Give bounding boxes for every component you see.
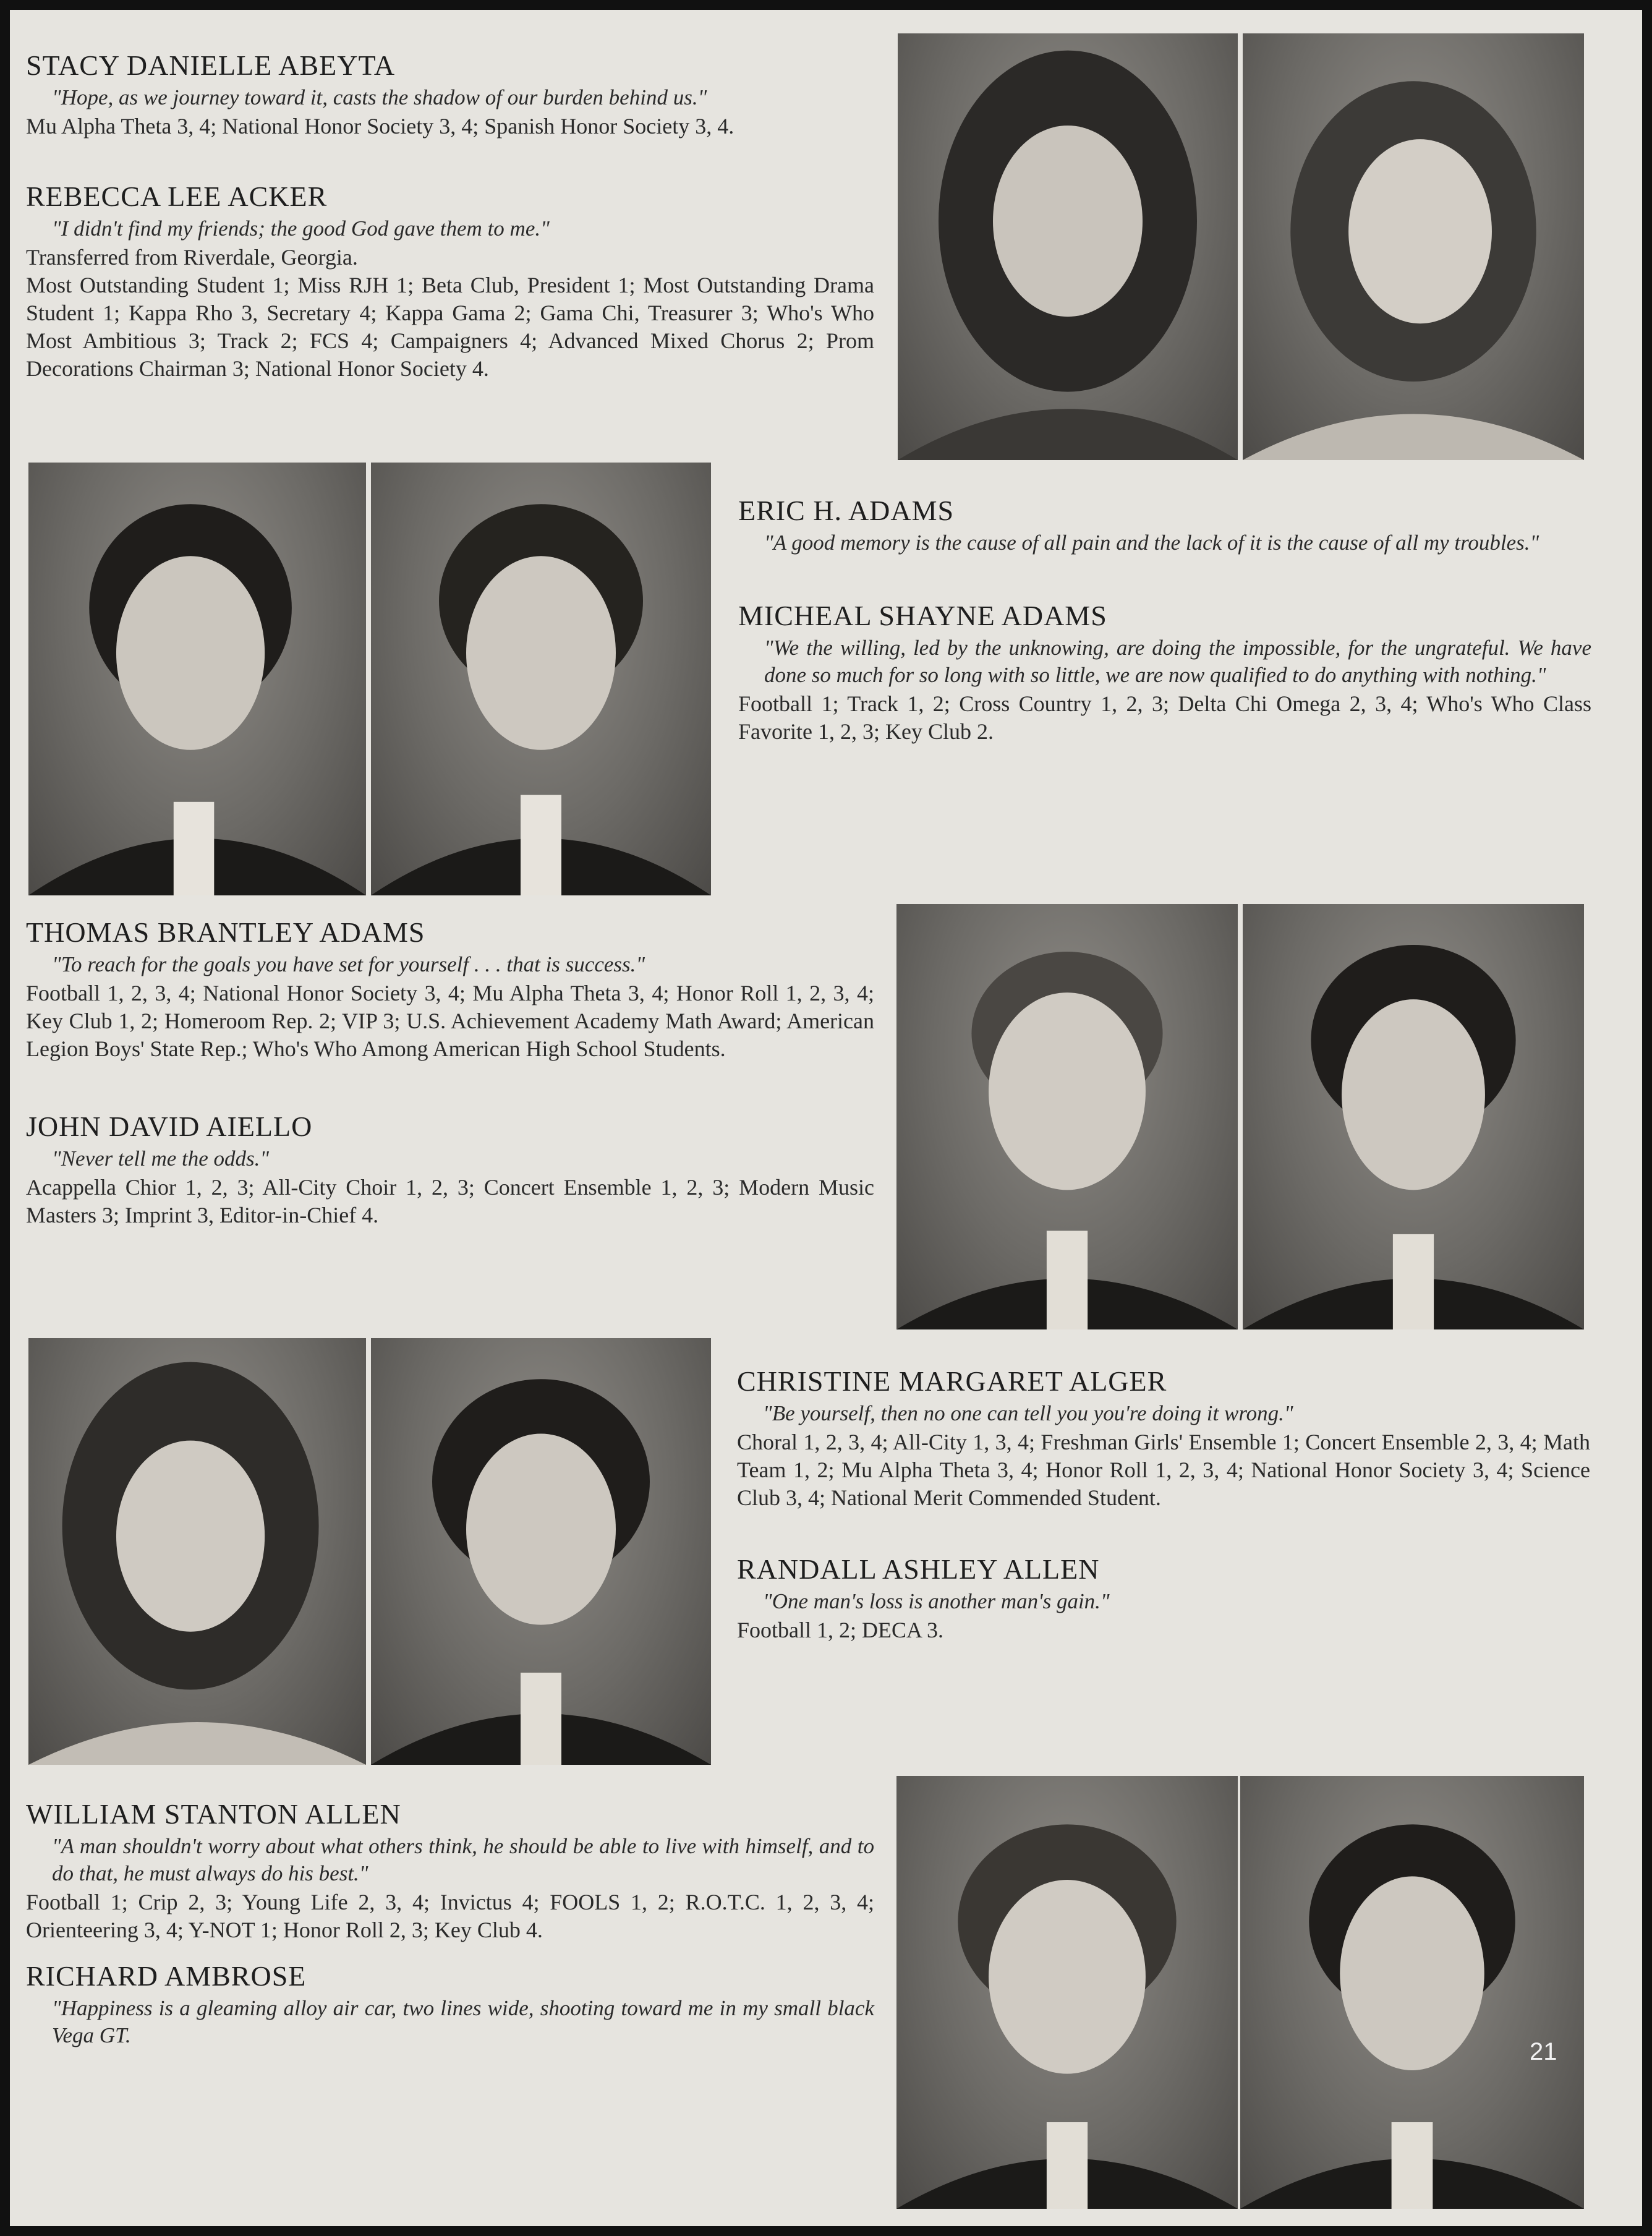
bio-aiello — [26, 1111, 874, 1229]
student-activities: Choral 1, 2, 3, 4; All-City 1, 3, 4; Freshman Girls' Ensemble 1; Concert Ensemble 2, 3, 4; Math Team 1, 2; Mu Alpha Theta 3, 4; Honor Roll 1, 2, 3, 4; National Honor Society 3, 4; Science Club 3, 4; National Merit Commended Student. — [737, 1430, 1590, 1510]
student-activities: Football 1, 2, 3, 4; National Honor Society 3, 4; Mu Alpha Theta 3, 4; Honor Roll 1, 2, 3, 4; Key Club 1, 2; Homeroom Rep. 2; VIP 3; U.S. Achievement Academy Math Award; American Legion Boys' State Rep.; Who's Who Among American High School Students. — [26, 981, 874, 1061]
student-quote: "A good memory is the cause of all pain and the lack of it is the cause of all my troubles." — [764, 531, 1539, 555]
bio-alger — [737, 1365, 1590, 1512]
portrait-photo-micheal-adams — [371, 463, 711, 895]
student-quote: "Happiness is a gleaming alloy air car, two lines wide, shooting toward me in my small black Vega GT. — [52, 1996, 874, 2047]
student-name: REBECCA LEE ACKER — [26, 181, 328, 212]
portrait-photo-randall-allen — [371, 1338, 711, 1765]
bio-william-allen — [26, 1798, 874, 1944]
portrait-photo-abeyta — [898, 33, 1238, 460]
student-quote: "One man's loss is another man's gain." — [763, 1589, 1110, 1613]
yearbook-page — [10, 10, 1642, 2226]
portrait-photo-thomas-adams — [896, 904, 1238, 1329]
student-name: STACY DANIELLE ABEYTA — [26, 49, 396, 81]
bio-eric-adams — [738, 495, 1591, 558]
student-activities: Football 1; Crip 2, 3; Young Life 2, 3, 4; Invictus 4; FOOLS 1, 2; R.O.T.C. 1, 2, 3, 4; Orienteering 3, 4; Y-NOT 1; Honor Roll 2, 3; Key Club 4. — [26, 1890, 874, 1942]
bio-abeyta — [26, 49, 874, 140]
student-name: WILLIAM STANTON ALLEN — [26, 1798, 401, 1830]
bio-acker — [26, 181, 874, 383]
portrait-photo-william-allen — [896, 1776, 1238, 2209]
student-name: CHRISTINE MARGARET ALGER — [737, 1365, 1167, 1397]
student-name: RANDALL ASHLEY ALLEN — [737, 1553, 1100, 1585]
bio-randall-allen — [737, 1553, 1590, 1644]
portrait-photo-alger — [28, 1338, 366, 1765]
page-number: 21 — [1530, 2038, 1557, 2065]
student-quote: "I didn't find my friends; the good God gave them to me." — [52, 216, 550, 241]
student-activities: Football 1; Track 1, 2; Cross Country 1, 2, 3; Delta Chi Omega 2, 3, 4; Who's Who Class Favorite 1, 2, 3; Key Club 2. — [738, 691, 1591, 744]
student-name: JOHN DAVID AIELLO — [26, 1111, 313, 1142]
student-quote: "To reach for the goals you have set for yourself . . . that is success." — [52, 952, 645, 976]
student-quote: "Hope, as we journey toward it, casts the shadow of our burden behind us." — [52, 85, 707, 109]
portrait-photo-acker — [1243, 33, 1584, 460]
portrait-photo-eric-adams — [28, 463, 366, 895]
bio-ambrose — [26, 1960, 874, 2050]
student-quote: "Be yourself, then no one can tell you you're doing it wrong." — [763, 1401, 1293, 1425]
student-name: ERIC H. ADAMS — [738, 495, 955, 526]
student-quote: "We the willing, led by the unknowing, are doing the impossible, for the ungrateful. We have done so much for so long with so little, we are now qualified to do anything with nothing." — [764, 636, 1591, 687]
student-name: MICHEAL SHAYNE ADAMS — [738, 600, 1107, 631]
portrait-photo-aiello — [1243, 904, 1584, 1329]
portrait-photo-ambrose — [1240, 1776, 1584, 2209]
student-activities: Mu Alpha Theta 3, 4; National Honor Society 3, 4; Spanish Honor Society 3, 4. — [26, 114, 734, 139]
student-quote: "A man shouldn't worry about what others think, he should be able to live with himself, and to do that, he must always do his best." — [52, 1834, 874, 1885]
student-name: THOMAS BRANTLEY ADAMS — [26, 916, 425, 948]
student-name: RICHARD AMBROSE — [26, 1960, 307, 1992]
bio-thomas-adams — [26, 916, 874, 1063]
student-activities: Most Outstanding Student 1; Miss RJH 1; Beta Club, President 1; Most Outstanding Drama Student 1; Kappa Rho 3, Secretary 4; Kappa Gama 2; Gama Chi, Treasurer 3; Who's Who Most Ambitious 3; Track 2; FCS 4; Campaigners 4; Advanced Mixed Chorus 2; Prom Decorations Chairman 3; National Honor Society 4. — [26, 273, 874, 381]
student-quote: "Never tell me the odds." — [52, 1146, 270, 1171]
student-activities: Acappella Chior 1, 2, 3; All-City Choir 1, 2, 3; Concert Ensemble 1, 2, 3; Modern Music Masters 3; Imprint 3, Editor-in-Chief 4. — [26, 1175, 874, 1227]
student-activities: Football 1, 2; DECA 3. — [737, 1618, 944, 1642]
bio-micheal-adams — [738, 600, 1591, 746]
student-transfer-note: Transferred from Riverdale, Georgia. — [26, 245, 358, 270]
